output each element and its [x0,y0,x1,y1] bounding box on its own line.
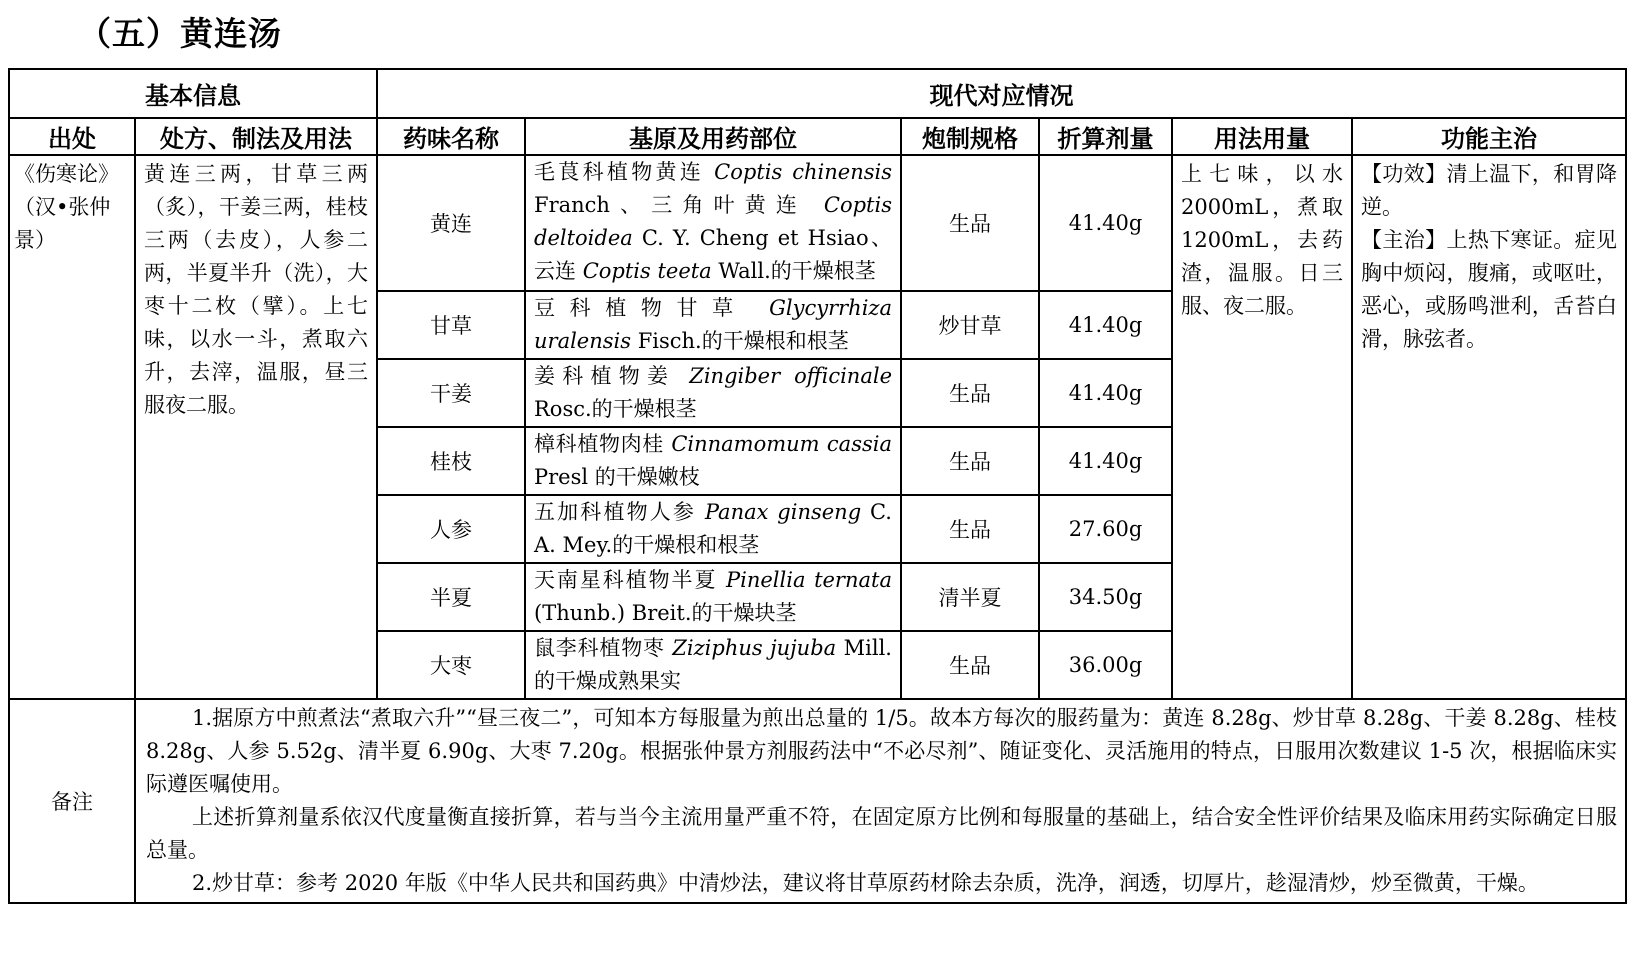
origin-text: 毛茛科植物黄连 [534,160,715,184]
origin-text: Franch、三角叶黄连 [534,193,824,217]
herb-origin [525,155,901,291]
herb-name: 人参 [377,495,525,563]
col-header-usage: 用法用量 [1172,118,1352,155]
herb-dose: 36.00g [1039,631,1172,699]
origin-text: 五加科植物人参 [534,500,705,524]
notes-row [9,699,1626,903]
origin-text: 鼠李科植物枣 [534,636,673,660]
notes-cell [135,699,1626,903]
herb-processing: 炒甘草 [901,291,1039,359]
col-header-function: 功能主治 [1352,118,1626,155]
formula-table [8,68,1627,904]
origin-text: 天南星科植物半夏 [534,568,726,592]
usage-cell [1172,155,1352,699]
herb-processing: 生品 [901,359,1039,427]
header-row-1 [9,69,1626,118]
table-row [9,155,1626,291]
herb-dose: 41.40g [1039,359,1172,427]
herb-name: 半夏 [377,563,525,631]
origin-text: C. A. Mey.的干燥根和根茎 [534,500,892,557]
origin-text: Presl 的干燥嫩枝 [534,465,700,489]
herb-name: 黄连 [377,155,525,291]
herb-dose: 34.50g [1039,563,1172,631]
note-paragraph: 上述折算剂量系依汉代度量衡直接折算，若与当今主流用量严重不符，在固定原方比例和每服量的基础上，结合安全性评价结果及临床用药实际确定日服总量。 [146,805,1618,862]
efficacy-text: 清上温下，和胃降逆。 [1361,162,1618,219]
herb-origin [525,359,901,427]
indication-label: 【主治】 [1361,228,1447,252]
note-paragraph: 1.据原方中煎煮法“煮取六升”“昼三夜二”，可知本方每服量为煎出总量的 1/5。故本方每次的服药量为：黄连 8.28g、炒甘草 8.28g、干姜 8.28g、桂枝 8.28g、人参 5.52g、清半夏 6.90g、大枣 7.20g。根据张仲景方剂服药法中“不必尽剂”、随证变化、灵活施用的特点，日服用次数建议 1-5 次，根据临床实际遵医嘱使用。 [146,706,1618,796]
source-cell [9,155,135,699]
page-title: （五）黄连汤 [78,14,282,53]
latin-name: Panax ginseng [704,500,862,524]
prescription-text: 黄连三两，甘草三两（炙），干姜三两，桂枝三两（去皮），人参二两，半夏半升（洗），大枣十二枚（擘）。上七味，以水一斗，煮取六升，去滓，温服，昼三服夜二服。 [144,162,368,417]
latin-name: Pinellia ternata [726,568,892,592]
herb-origin [525,631,901,699]
col-header-origin: 基原及用药部位 [525,118,901,155]
herb-dose: 41.40g [1039,291,1172,359]
origin-text: 豆科植物甘草 [534,296,770,320]
latin-name: Zingiber officinale [689,364,892,388]
note-paragraph: 2.炒甘草：参考 2020 年版《中华人民共和国药典》中清炒法，建议将甘草原药材除去杂质，洗净，润透，切厚片，趁湿清炒，炒至微黄，干燥。 [192,871,1539,895]
usage-text: 上七味，以水2000mL，煮取1200mL，去药渣，温服。日三服、夜二服。 [1181,162,1343,318]
herb-origin [525,495,901,563]
herb-dose: 41.40g [1039,155,1172,291]
latin-name: Coptis teeta [582,259,712,283]
herb-processing: 生品 [901,155,1039,291]
herb-name: 甘草 [377,291,525,359]
col-header-prescription: 处方、制法及用法 [135,118,377,155]
origin-text: Rosc.的干燥根茎 [534,397,697,421]
herb-processing: 生品 [901,631,1039,699]
indication-text: 上热下寒证。症见胸中烦闷，腹痛，或呕吐，恶心，或肠鸣泄利，舌苔白滑，脉弦者。 [1361,228,1618,351]
herb-processing: 生品 [901,427,1039,495]
herb-origin [525,427,901,495]
origin-text: 姜科植物姜 [534,364,690,388]
col-header-herb-name: 药味名称 [377,118,525,155]
notes-label: 备注 [9,699,135,903]
latin-name: Cinnamomum cassia [671,432,892,456]
header-modern: 现代对应情况 [377,69,1626,118]
herb-name: 桂枝 [377,427,525,495]
latin-name: Coptis deltoidea [534,193,892,250]
herb-processing: 清半夏 [901,563,1039,631]
col-header-source: 出处 [9,118,135,155]
herb-origin [525,291,901,359]
origin-text: Wall.的干燥根茎 [711,259,876,283]
col-header-processing: 炮制规格 [901,118,1039,155]
origin-text: (Thunb.) Breit.的干燥块茎 [534,601,797,625]
herb-dose: 41.40g [1039,427,1172,495]
origin-text: C. Y. Cheng et Hsiao、云连 [534,226,892,283]
latin-name: Coptis chinensis [714,160,892,184]
latin-name: Glycyrrhiza uralensis [534,296,892,353]
header-row-2 [9,118,1626,155]
origin-text: Fisch.的干燥根和根茎 [631,329,849,353]
prescription-cell [135,155,377,699]
herb-dose: 27.60g [1039,495,1172,563]
function-cell [1352,155,1626,699]
col-header-dose: 折算剂量 [1039,118,1172,155]
herb-name: 干姜 [377,359,525,427]
header-basic-info: 基本信息 [9,69,377,118]
origin-text: Mill.的干燥成熟果实 [534,636,892,693]
efficacy-label: 【功效】 [1361,162,1447,186]
origin-text: 樟科植物肉桂 [534,432,672,456]
latin-name: Ziziphus jujuba [672,636,837,660]
herb-origin [525,563,901,631]
herb-processing: 生品 [901,495,1039,563]
herb-name: 大枣 [377,631,525,699]
source-text: 《伤寒论》（汉•张仲景） [14,162,119,252]
